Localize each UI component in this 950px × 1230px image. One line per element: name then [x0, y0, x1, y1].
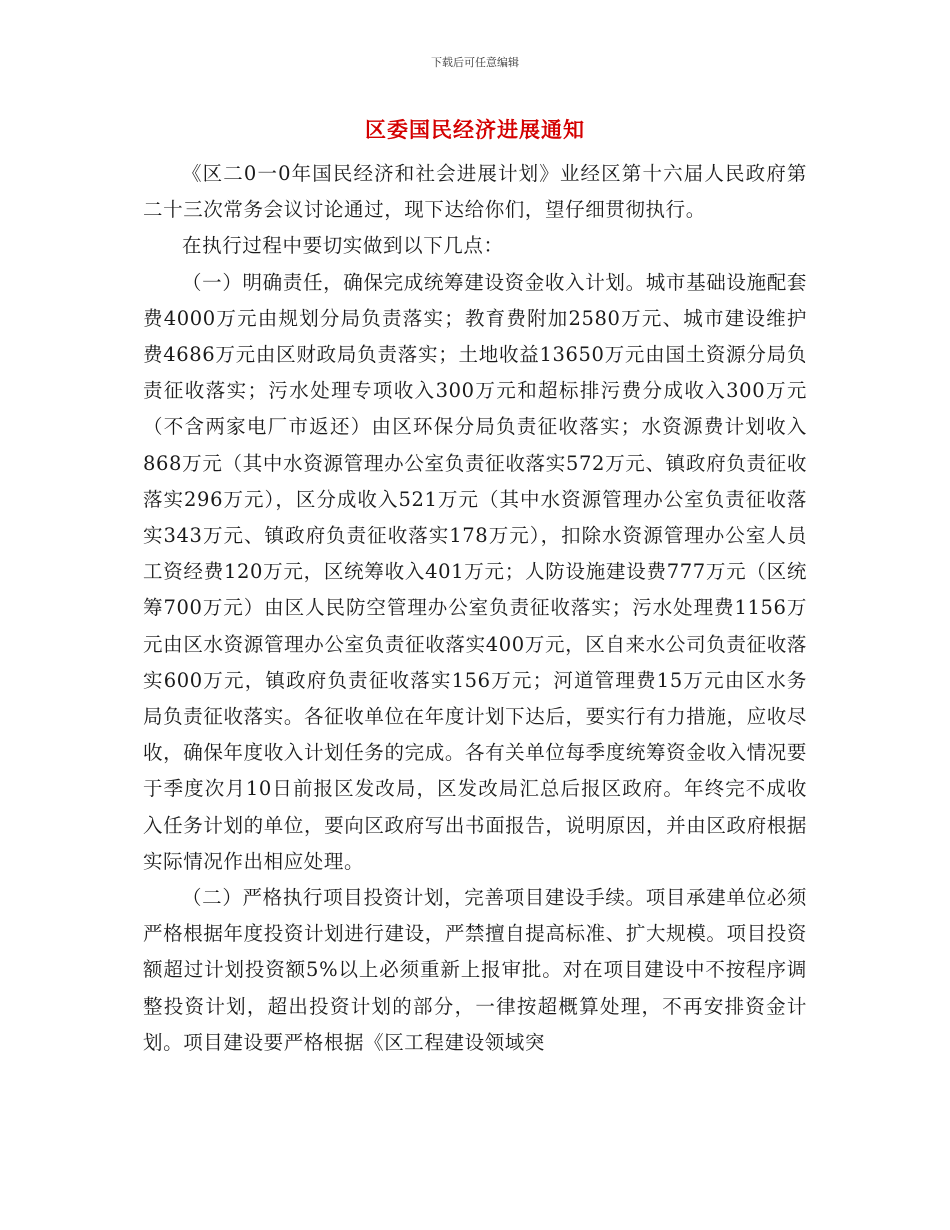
- paragraph-point-one: （一）明确责任，确保完成统筹建设资金收入计划。城市基础设施配套费4000万元由规划分局负责落实；教育费附加2580万元、城市建设维护费4686万元由区财政局负责落实；土地收益13650万元由国土资源分局负责征收落实；污水处理专项收入300万元和超标排污费分成收入300万元（不含两家电厂市返还）由区环保分局负责征收落实；水资源费计划收入868万元（其中水资源管理办公室负责征收落实572万元、镇政府负责征收落实296万元），区分成收入521万元（其中水资源管理办公室负责征收落实343万元、镇政府负责征收落实178万元），扣除水资源管理办公室人员工资经费120万元，区统筹收入401万元；人防设施建设费777万元（区统筹700万元）由区人民防空管理办公室负责征收落实；污水处理费1156万元由区水资源管理办公室负责征收落实400万元，区自来水公司负责征收落实600万元，镇政府负责征收落实156万元；河道管理费15万元由区水务局负责征收落实。各征收单位在年度计划下达后，要实行有力措施，应收尽收，确保年度收入计划任务的完成。各有关单位每季度统筹资金收入情况要于季度次月10日前报区发改局，区发改局汇总后报区政府。年终完不成收入任务计划的单位，要向区政府写出书面报告，说明原因，并由区政府根据实际情况作出相应处理。: [143, 270, 807, 873]
- header-note: 下载后可任意编辑: [431, 56, 519, 69]
- paragraph-points-lead: 在执行过程中要切实做到以下几点：: [182, 234, 504, 258]
- document-body: [143, 156, 807, 1061]
- paragraph-intro: 《区二0一0年国民经济和社会进展计划》业经区第十六届人民政府第二十三次常务会议讨论通过，现下达给你们，望仔细贯彻执行。: [143, 162, 807, 222]
- paragraph-point-two: （二）严格执行项目投资计划，完善项目建设手续。项目承建单位必须严格根据年度投资计划进行建设，严禁擅自提高标准、扩大规模。项目投资额超过计划投资额5%以上必须重新上报审批。对在项目建设中不按程序调整投资计划，超出投资计划的部分，一律按超概算处理，不再安排资金计划。项目建设要严格根据《区工程建设领域突: [143, 886, 807, 1054]
- document-title: 区委国民经济进展通知: [365, 118, 585, 142]
